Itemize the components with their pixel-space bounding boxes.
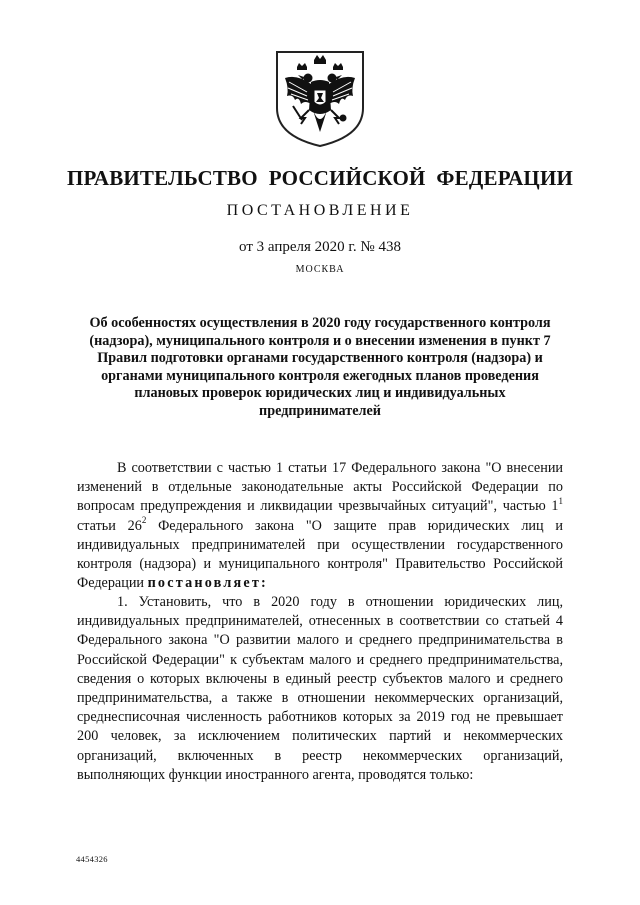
preamble-superscript-2: 2 bbox=[141, 514, 147, 525]
preamble-part-2: статьи 26 bbox=[77, 517, 142, 534]
document-date-number: от 3 апреля 2020 г. № 438 bbox=[239, 239, 401, 255]
preamble-part-1: В соответствии с частью 1 статьи 17 Федерального закона "О внесении изменений в отдельные законодательные акты Российской Федерации по вопросам предупреждения и ликвидации чрезвычайных ситуаций", частью 1 bbox=[77, 460, 563, 515]
russian-coat-of-arms-emblem bbox=[271, 48, 369, 148]
decree-word: постановляет: bbox=[147, 575, 268, 592]
document-heading: Об особенностях осуществления в 2020 году государственного контроля (надзора), муниципального контроля и о внесении изменения в пункт 7 Правил подготовки органами государственного контроля (надзора) и органами муниципального контроля ежегодных планов проведения плановых проверок юридических лиц и индивидуальных предпринимателей bbox=[89, 315, 551, 419]
preamble-superscript-1: 1 bbox=[558, 495, 563, 506]
preamble-part-3: Федерального закона "О защите прав юридических лиц и индивидуальных предпринимателей при осуществлении государственного контроля (надзора) и муниципального контроля" Правительство Российской Федерации bbox=[77, 517, 563, 592]
preamble-paragraph bbox=[77, 459, 563, 593]
clause-1-text: 1. Установить, что в 2020 году в отношении юридических лиц, индивидуальных предпринимателей, отнесенных в соответствии со статьей 4 Федерального закона "О развитии малого и среднего предпринимательства в Российской Федерации" к субъектам малого и среднего предпринимательства, сведения о которых включены в единый реестр субъектов малого и среднего предпринимательства, а также в отношении некоммерческих организаций, среднесписочная численность работников которых за 2019 год не превышает 200 человек, за исключением политических партий и некоммерческих организаций, включенных в реестр некоммерческих организаций, выполняющих функции иностранного агента, проводятся только: bbox=[77, 594, 563, 783]
document-code: 4454326 bbox=[76, 854, 108, 864]
government-title: ПРАВИТЕЛЬСТВО РОССИЙСКОЙ ФЕДЕРАЦИИ bbox=[66, 166, 574, 190]
clause-1-paragraph bbox=[77, 593, 563, 785]
document-kind: ПОСТАНОВЛЕНИЕ bbox=[226, 202, 414, 219]
document-city: МОСКВА bbox=[295, 264, 345, 275]
